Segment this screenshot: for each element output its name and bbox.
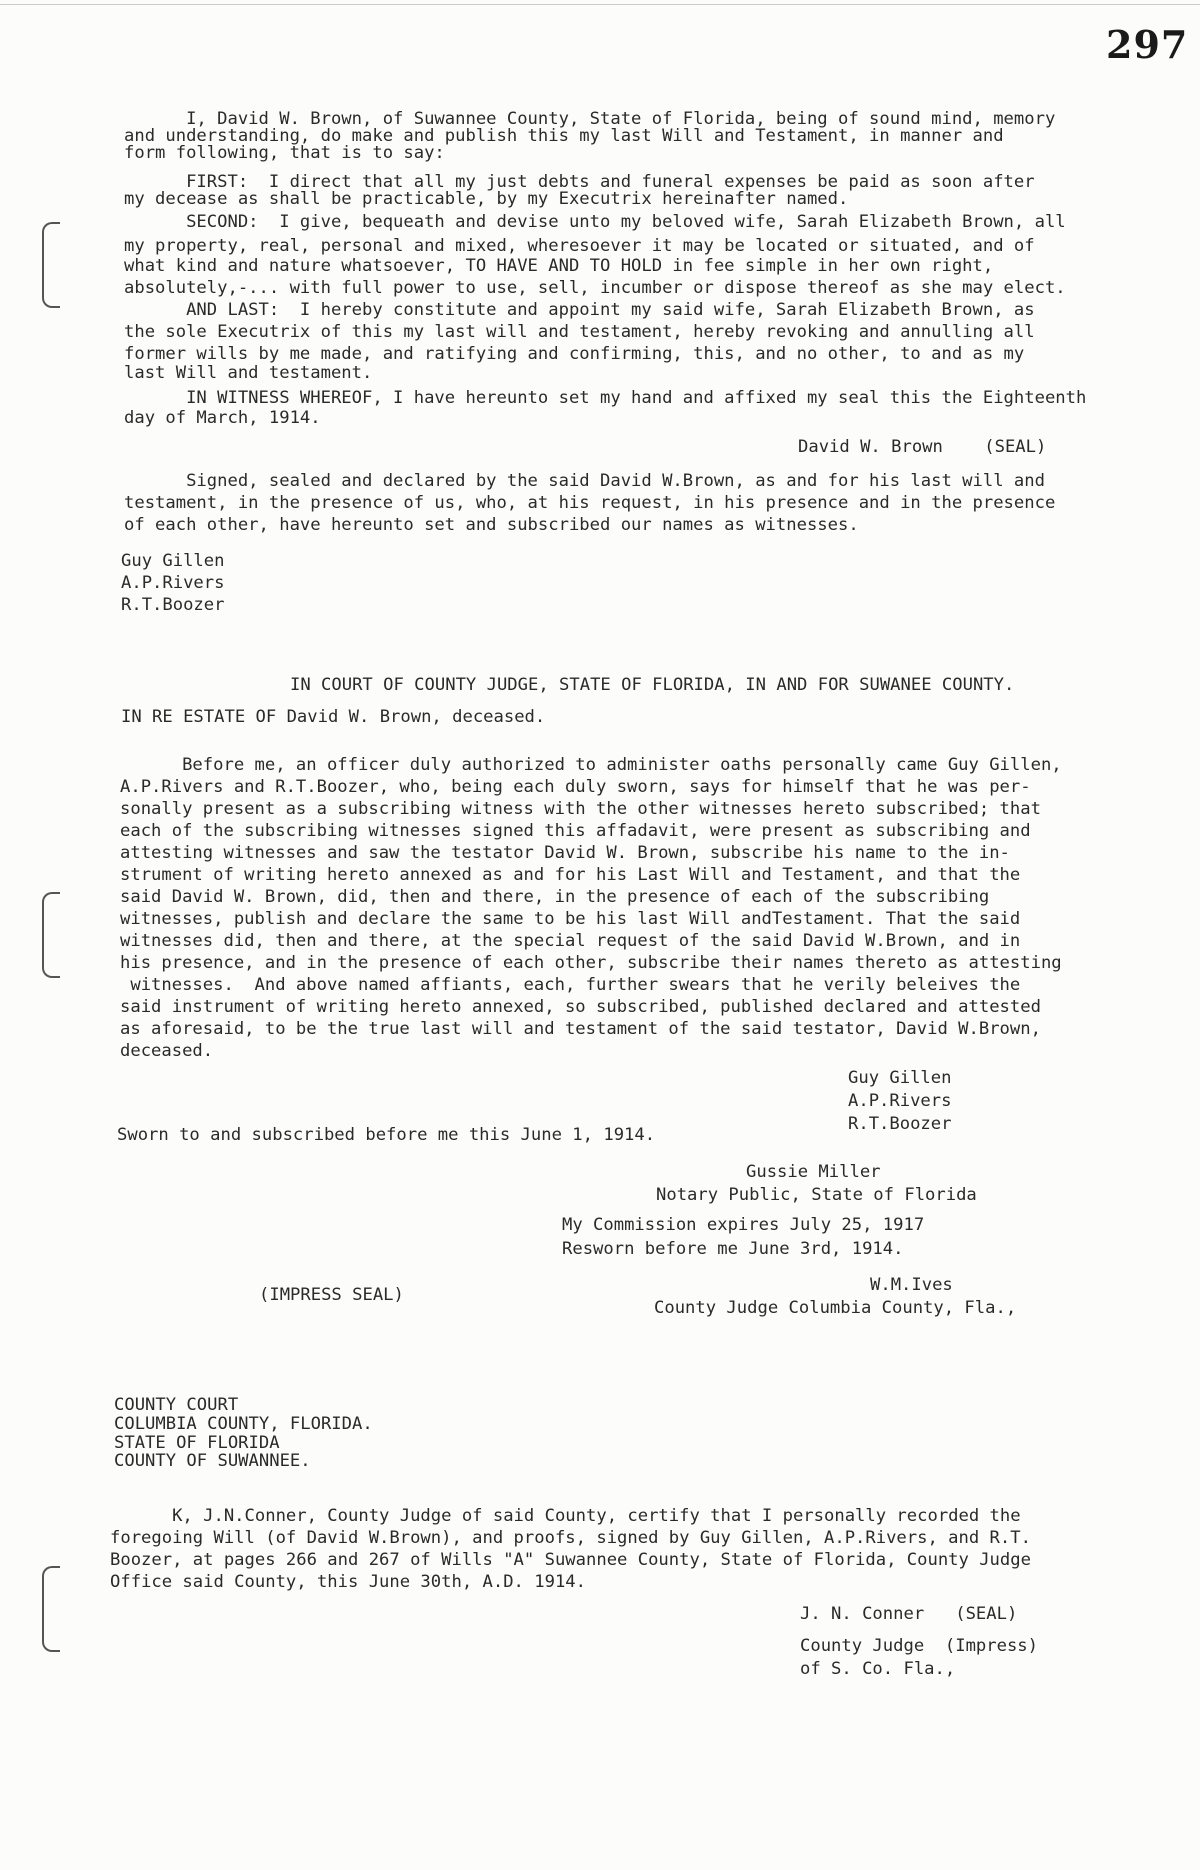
certificate-signer: J. N. Conner (SEAL) <box>800 1604 1018 1624</box>
affidavit-line: Before me, an officer duly authorized to administer oaths personally came Guy Gillen, <box>120 755 1062 775</box>
will-line: FIRST: I direct that all my just debts and funeral expenses be paid as soon after <box>124 172 1035 192</box>
certificate-header-line: STATE OF FLORIDA <box>114 1433 280 1453</box>
will-line: the sole Executrix of this my last will and testament, hereby revoking and annulling all <box>124 322 1035 342</box>
attestation-line: of each other, have hereunto set and subscribed our names as witnesses. <box>124 515 859 535</box>
witness-name: Guy Gillen <box>121 551 225 571</box>
testator-signature: David W. Brown (SEAL) <box>798 437 1047 457</box>
certificate-line: Boozer, at pages 266 and 267 of Wills "A" Suwannee County, State of Florida, County Judge <box>110 1550 1031 1570</box>
affidavit-line: witnesses, publish and declare the same to be his last Will andTestament. That the said <box>120 909 1021 929</box>
affidavit-line: as aforesaid, to be the true last will and testament of the said testator, David W.Brown, <box>120 1019 1041 1039</box>
witness-name: R.T.Boozer <box>121 595 225 615</box>
affidavit-line: each of the subscribing witnesses signed this affadavit, were present as subscribing and <box>120 821 1031 841</box>
judge-name: W.M.Ives <box>870 1275 953 1295</box>
affidavit-line: A.P.Rivers and R.T.Boozer, who, being each duly sworn, says for himself that he was per- <box>120 777 1031 797</box>
notary-name: Gussie Miller <box>746 1162 881 1182</box>
judge-title: County Judge Columbia County, Fla., <box>654 1298 1017 1318</box>
binder-hole-mark <box>42 1566 60 1652</box>
will-line: AND LAST: I hereby constitute and appoint my said wife, Sarah Elizabeth Brown, as <box>124 300 1035 320</box>
affidavit-line: witnesses. And above named affiants, each, further swears that he verily beleives the <box>120 975 1021 995</box>
certificate-signer-title: of S. Co. Fla., <box>800 1659 956 1679</box>
will-line: and understanding, do make and publish this my last Will and Testament, in manner and <box>124 126 1004 146</box>
affidavit-line: sonally present as a subscribing witness with the other witnesses hereto subscribed; that <box>120 799 1041 819</box>
affidavit-line: deceased. <box>120 1041 214 1061</box>
witness-name: A.P.Rivers <box>121 573 225 593</box>
affidavit-line: witnesses did, then and there, at the special request of the said David W.Brown, and in <box>120 931 1021 951</box>
affidavit-line: his presence, and in the presence of each other, subscribe their names thereto as attesting <box>120 953 1062 973</box>
certificate-header-line: COUNTY OF SUWANNEE. <box>114 1451 311 1471</box>
resworn-date: Resworn before me June 3rd, 1914. <box>562 1239 904 1259</box>
affidavit-line: attesting witnesses and saw the testator David W. Brown, subscribe his name to the in- <box>120 843 1010 863</box>
page-number: 297 <box>1106 22 1189 67</box>
commission-expiry: My Commission expires July 25, 1917 <box>562 1215 925 1235</box>
will-line: absolutely,-... with full power to use, sell, incumber or dispose thereof as she may elect. <box>124 278 1066 298</box>
affiant-name: R.T.Boozer <box>848 1114 952 1134</box>
affiant-name: A.P.Rivers <box>848 1091 952 1111</box>
certificate-header-line: COUNTY COURT <box>114 1395 239 1415</box>
attestation-line: testament, in the presence of us, who, at his request, in his presence and in the presence <box>124 493 1056 513</box>
will-line: former wills by me made, and ratifying and confirming, this, and no other, to and as my <box>124 344 1025 364</box>
will-line: SECOND: I give, bequeath and devise unto my beloved wife, Sarah Elizabeth Brown, all <box>124 212 1066 232</box>
impress-seal: (IMPRESS SEAL) <box>259 1285 404 1305</box>
affidavit-line: strument of writing hereto annexed as and for his Last Will and Testament, and that the <box>120 865 1021 885</box>
will-line: day of March, 1914. <box>124 408 321 428</box>
page-edge <box>0 4 1200 5</box>
affidavit-line: said instrument of writing hereto annexed, so subscribed, published declared and attested <box>120 997 1041 1017</box>
attestation-line: Signed, sealed and declared by the said David W.Brown, as and for his last will and <box>124 471 1045 491</box>
affiant-name: Guy Gillen <box>848 1068 952 1088</box>
will-line: my decease as shall be practicable, by my Executrix hereinafter named. <box>124 189 849 209</box>
will-line: IN WITNESS WHEREOF, I have hereunto set my hand and affixed my seal this the Eighteenth <box>124 388 1087 408</box>
will-line: I, David W. Brown, of Suwannee County, State of Florida, being of sound mind, memory <box>124 109 1056 129</box>
will-line: form following, that is to say: <box>124 143 445 163</box>
certificate-line: foregoing Will (of David W.Brown), and proofs, signed by Guy Gillen, A.P.Rivers, and R.T. <box>110 1528 1031 1548</box>
binder-hole-mark <box>42 892 60 978</box>
certificate-header-line: COLUMBIA COUNTY, FLORIDA. <box>114 1414 373 1434</box>
notary-title: Notary Public, State of Florida <box>656 1185 977 1205</box>
certificate-line: Office said County, this June 30th, A.D. 1914. <box>110 1572 586 1592</box>
estate-caption: IN RE ESTATE OF David W. Brown, deceased. <box>121 707 546 727</box>
sworn-statement: Sworn to and subscribed before me this June 1, 1914. <box>117 1125 656 1145</box>
affidavit-line: said David W. Brown, did, then and there, in the presence of each of the subscribing <box>120 887 990 907</box>
certificate-signer-title: County Judge (Impress) <box>800 1636 1038 1656</box>
will-line: last Will and testament. <box>124 363 373 383</box>
certificate-line: K, J.N.Conner, County Judge of said County, certify that I personally recorded the <box>110 1506 1021 1526</box>
will-line: what kind and nature whatsoever, TO HAVE AND TO HOLD in fee simple in her own right, <box>124 256 994 276</box>
binder-hole-mark <box>42 222 60 308</box>
will-line: my property, real, personal and mixed, wheresoever it may be located or situated, and of <box>124 236 1035 256</box>
court-heading: IN COURT OF COUNTY JUDGE, STATE OF FLORIDA, IN AND FOR SUWANEE COUNTY. <box>290 675 1015 695</box>
